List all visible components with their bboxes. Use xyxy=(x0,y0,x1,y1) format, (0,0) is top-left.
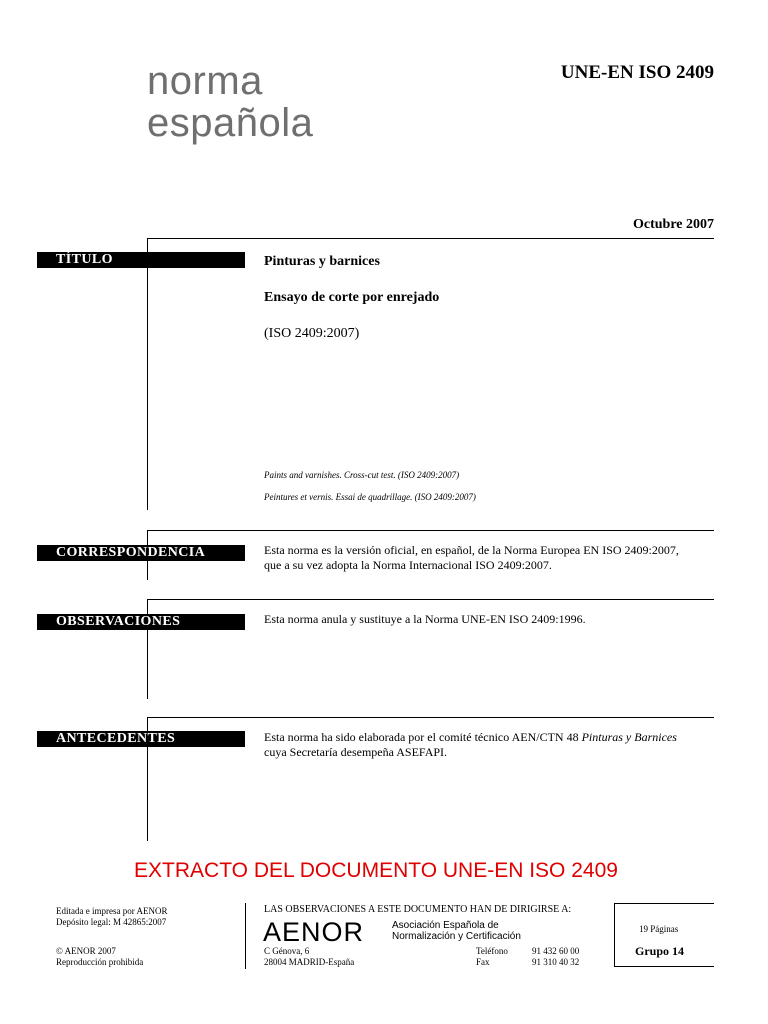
edited-by: Editada e impresa por AENOR xyxy=(56,906,168,916)
contact-labels xyxy=(476,946,508,968)
publication-date: Octubre 2007 xyxy=(632,217,714,232)
antecedentes-text xyxy=(264,730,677,760)
section-label-titulo-text: TÍTULO xyxy=(56,252,113,267)
extract-notice: EXTRACTO DEL DOCUMENTO UNE-EN ISO 2409 xyxy=(134,859,618,882)
divider-antecedentes xyxy=(147,717,714,718)
footer-edition xyxy=(56,906,167,928)
footer-copyright xyxy=(56,946,143,968)
page-count: 19 Páginas xyxy=(639,924,679,934)
standard-code: UNE-EN ISO 2409 xyxy=(560,62,714,83)
legal-deposit: Depósito legal: M 42865:2007 xyxy=(56,917,167,927)
title-english: Paints and varnishes. Cross-cut test. (ISO 2409:2007) xyxy=(264,470,460,480)
section-label-antecedentes xyxy=(37,731,245,747)
correspondencia-line-1: Esta norma es la versión oficial, en español, de la Norma Europea EN ISO 2409:2007, xyxy=(264,543,679,557)
divider-observaciones xyxy=(147,599,714,600)
observations-note: LAS OBSERVACIONES A ESTE DOCUMENTO HAN DE DIRIGIRSE A: xyxy=(264,904,572,915)
footer-divider xyxy=(245,903,246,969)
correspondencia-text xyxy=(264,543,679,573)
aenor-name-line-1: Asociación Española de xyxy=(392,920,499,931)
committee-name: Pinturas y Barnices xyxy=(581,730,677,744)
antecedentes-line-1-part-a: Esta norma ha sido elaborada por el comité técnico AEN/CTN 48 xyxy=(264,730,582,744)
antecedentes-line-2: cuya Secretaría desempeña ASEFAPI. xyxy=(264,745,448,759)
section-label-titulo xyxy=(37,252,245,268)
correspondencia-line-2: que a su vez adopta la Norma Internacional ISO 2409:2007. xyxy=(264,558,552,572)
phone-label: Teléfono xyxy=(476,946,508,956)
contact-numbers xyxy=(532,946,579,968)
fax-number: 91 310 40 32 xyxy=(532,957,580,967)
copyright: © AENOR 2007 xyxy=(56,946,116,956)
iso-reference: (ISO 2409:2007) xyxy=(264,326,360,341)
vertical-rule-titulo xyxy=(147,238,148,510)
section-label-correspondencia-text: CORRESPONDENCIA xyxy=(56,545,206,560)
aenor-logo: AENOR xyxy=(263,917,365,947)
divider-titulo xyxy=(147,238,714,239)
address-line-1: C Génova, 6 xyxy=(264,946,310,956)
brand-line-1: norma xyxy=(147,59,263,103)
fax-label: Fax xyxy=(476,957,490,967)
phone-number: 91 432 60 00 xyxy=(532,946,580,956)
section-label-observaciones xyxy=(37,614,245,630)
title-french: Peintures et vernis. Essai de quadrillage. (ISO 2409:2007) xyxy=(264,492,476,502)
subtitle-spanish: Ensayo de corte por enrejado xyxy=(264,290,440,305)
aenor-full-name xyxy=(392,920,521,942)
aenor-address xyxy=(264,946,354,968)
address-line-2: 28004 MADRID-España xyxy=(264,957,355,967)
brand-title xyxy=(147,60,313,144)
brand-line-2: española xyxy=(147,101,314,145)
section-label-correspondencia xyxy=(37,545,245,561)
section-label-antecedentes-text: ANTECEDENTES xyxy=(56,731,176,746)
aenor-name-line-2: Normalización y Certificación xyxy=(392,931,521,942)
divider-correspondencia xyxy=(147,530,714,531)
section-label-observaciones-text: OBSERVACIONES xyxy=(56,614,181,629)
price-group: Grupo 14 xyxy=(635,944,685,958)
reproduction-notice: Reproducción prohibida xyxy=(56,957,144,967)
observaciones-text: Esta norma anula y sustituye a la Norma UNE-EN ISO 2409:1996. xyxy=(264,612,586,626)
title-spanish: Pinturas y barnices xyxy=(264,254,380,269)
antecedentes-line-1 xyxy=(264,730,677,745)
